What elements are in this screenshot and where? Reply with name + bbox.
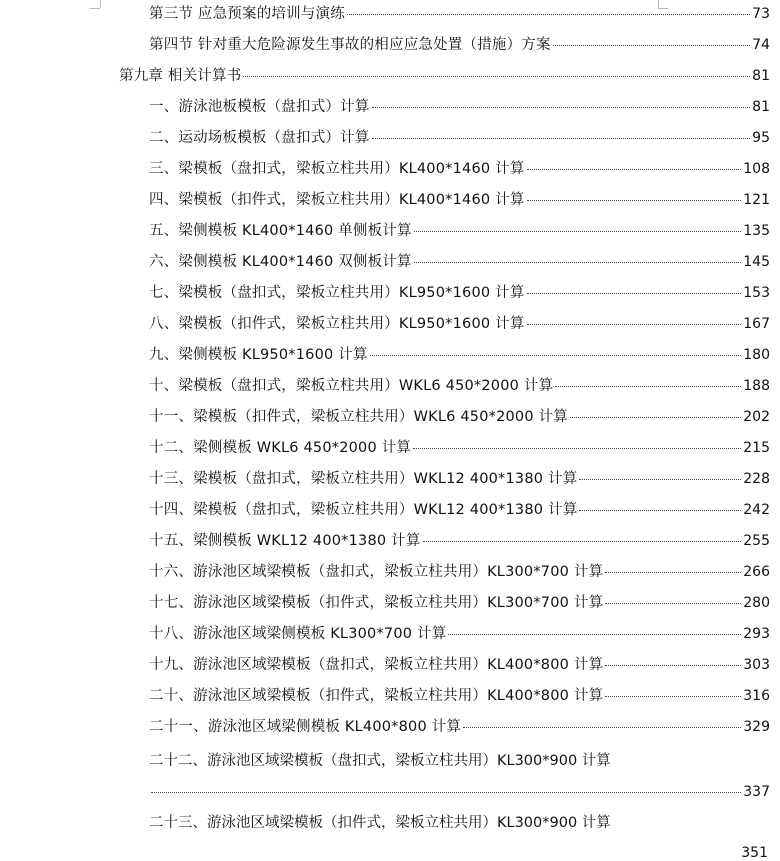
- toc-entry-title: 一、游泳池板模板（盘扣式）计算: [149, 99, 370, 115]
- toc-entry[interactable]: [0, 686, 770, 706]
- toc-entry[interactable]: [0, 221, 770, 241]
- toc-leader-dots: [553, 44, 750, 46]
- toc-entry-title: 七、梁模板（盘扣式，梁板立柱共用）KL950*1600 计算: [149, 285, 525, 301]
- toc-entry[interactable]: [0, 438, 770, 458]
- toc-leader-dots: [414, 261, 742, 263]
- toc-entry[interactable]: [0, 190, 770, 210]
- toc-page-number: 180: [743, 347, 770, 363]
- toc-leader-dots: [605, 664, 741, 666]
- toc-entry[interactable]: [0, 35, 770, 55]
- toc-page-number: 81: [752, 99, 770, 115]
- toc-leader-dots: [414, 230, 742, 232]
- toc-entry-title: 十三、梁模板（盘扣式，梁板立柱共用）WKL12 400*1380 计算: [149, 471, 578, 487]
- toc-leader-dots: [605, 602, 741, 604]
- toc-page-number: 293: [743, 626, 770, 642]
- toc-entry-title: 十二、梁侧模板 WKL6 450*2000 计算: [149, 440, 412, 456]
- toc-entry[interactable]: [0, 97, 770, 117]
- toc-entry[interactable]: [0, 376, 770, 396]
- toc-page-number: 108: [743, 161, 770, 177]
- toc-entry-title: 十、梁模板（盘扣式，梁板立柱共用）WKL6 450*2000 计算: [149, 378, 554, 394]
- toc-entry[interactable]: [0, 128, 770, 148]
- toc-entry-continuation[interactable]: [149, 782, 770, 802]
- toc-page-number: 81: [752, 68, 770, 84]
- toc-entry[interactable]: [0, 624, 770, 644]
- toc-entry-title: 四、梁模板（扣件式，梁板立柱共用）KL400*1460 计算: [149, 192, 525, 208]
- toc-page-number: 95: [752, 130, 770, 146]
- toc-entry-title: 第三节 应急预案的培训与演练: [149, 6, 345, 22]
- toc-page-number: 228: [743, 471, 770, 487]
- toc-leader-dots: [527, 292, 742, 294]
- toc-leader-dots: [527, 168, 742, 170]
- toc-leader-dots: [413, 447, 741, 449]
- toc-page-number: 280: [743, 595, 770, 611]
- toc-entry[interactable]: [0, 283, 770, 303]
- toc-leader-dots: [579, 509, 741, 511]
- toc-entry-title: 二十、游泳池区域梁模板（扣件式，梁板立柱共用）KL400*800 计算: [149, 688, 604, 704]
- toc-entry-title: 十七、游泳池区域梁模板（扣件式，梁板立柱共用）KL300*700 计算: [149, 595, 604, 611]
- toc-entry-title: 十六、游泳池区域梁模板（盘扣式，梁板立柱共用）KL300*700 计算: [149, 564, 604, 580]
- toc-leader-dots: [579, 478, 741, 480]
- toc-entry-title: 十一、梁模板（扣件式，梁板立柱共用）WKL6 450*2000 计算: [149, 409, 568, 425]
- toc-leader-dots: [372, 106, 751, 108]
- toc-leader-dots: [347, 13, 750, 15]
- toc-entry[interactable]: [0, 4, 770, 24]
- toc-entry[interactable]: [0, 655, 770, 675]
- toc-entry[interactable]: [0, 717, 770, 737]
- toc-page-number: 167: [743, 316, 770, 332]
- toc-entry[interactable]: [0, 159, 770, 179]
- toc-page-number: 121: [743, 192, 770, 208]
- toc-entry[interactable]: [0, 593, 770, 613]
- toc-entry-title: 十九、游泳池区域梁模板（盘扣式，梁板立柱共用）KL400*800 计算: [149, 657, 604, 673]
- toc-page-number: 266: [743, 564, 770, 580]
- toc-page-number: 135: [743, 223, 770, 239]
- toc-entry-title: 十五、梁侧模板 WKL12 400*1380 计算: [149, 533, 421, 549]
- toc-entry-title: 九、梁侧模板 KL950*1600 计算: [149, 347, 368, 363]
- toc-entry[interactable]: [0, 407, 770, 427]
- toc-leader-dots: [463, 726, 741, 728]
- toc-entry-title[interactable]: 二十三、游泳池区域梁模板（扣件式，梁板立柱共用）KL300*900 计算: [149, 815, 611, 831]
- toc-entry-title: 二十一、游泳池区域梁侧模板 KL400*800 计算: [149, 719, 462, 735]
- toc-entry[interactable]: [0, 500, 770, 520]
- toc-page-number: 303: [743, 657, 770, 673]
- toc-page-number: 255: [743, 533, 770, 549]
- toc-page-number: 316: [743, 688, 770, 704]
- toc-leader-dots: [448, 633, 741, 635]
- toc-page-number: 145: [743, 254, 770, 270]
- toc-leader-dots: [605, 695, 741, 697]
- toc-page-number: 202: [743, 409, 770, 425]
- toc-entry[interactable]: [0, 562, 770, 582]
- toc-leader-dots: [527, 199, 742, 201]
- toc-entry[interactable]: [0, 252, 770, 272]
- toc-leader-dots: [370, 354, 742, 356]
- toc-page-number: 329: [743, 719, 770, 735]
- toc-entry-title: 五、梁侧模板 KL400*1460 单侧板计算: [149, 223, 412, 239]
- toc-page-number: 153: [743, 285, 770, 301]
- toc-entry-title[interactable]: 二十二、游泳池区域梁模板（盘扣式，梁板立柱共用）KL300*900 计算: [149, 753, 611, 769]
- toc-page-number-cut: 351: [741, 845, 768, 861]
- toc-entry[interactable]: [0, 314, 770, 334]
- toc-chapter-entry[interactable]: [0, 66, 770, 86]
- toc-entry-title: 十四、梁模板（盘扣式，梁板立柱共用）WKL12 400*1380 计算: [149, 502, 578, 518]
- toc-page-number: 337: [743, 784, 770, 800]
- toc-entry-title: 第九章 相关计算书: [119, 68, 242, 84]
- toc-page-number: 188: [743, 378, 770, 394]
- toc-page-number: 215: [743, 440, 770, 456]
- toc-leader-dots: [570, 416, 741, 418]
- toc-entry[interactable]: [0, 531, 770, 551]
- toc-leader-dots: [555, 385, 741, 387]
- toc-entry-title: 六、梁侧模板 KL400*1460 双侧板计算: [149, 254, 412, 270]
- toc-entry-title: 八、梁模板（扣件式，梁板立柱共用）KL950*1600 计算: [149, 316, 525, 332]
- toc-leader-dots: [527, 323, 742, 325]
- toc-leader-dots: [372, 137, 751, 139]
- toc-entry[interactable]: [0, 469, 770, 489]
- toc-leader-dots: [423, 540, 742, 542]
- toc-entry-title: 十八、游泳池区域梁侧模板 KL300*700 计算: [149, 626, 447, 642]
- toc-entry-title: 三、梁模板（盘扣式，梁板立柱共用）KL400*1460 计算: [149, 161, 525, 177]
- toc-leader-dots: [605, 571, 741, 573]
- toc-page-number: 73: [752, 6, 770, 22]
- toc-page-number: 242: [743, 502, 770, 518]
- toc-entry-title: 第四节 针对重大危险源发生事故的相应应急处置（措施）方案: [149, 37, 551, 53]
- toc-entry[interactable]: [0, 345, 770, 365]
- toc-entry-title: 二、运动场板模板（盘扣式）计算: [149, 130, 370, 146]
- toc-leader-dots: [151, 791, 741, 793]
- toc-leader-dots: [243, 75, 750, 77]
- toc-page-number: 74: [752, 37, 770, 53]
